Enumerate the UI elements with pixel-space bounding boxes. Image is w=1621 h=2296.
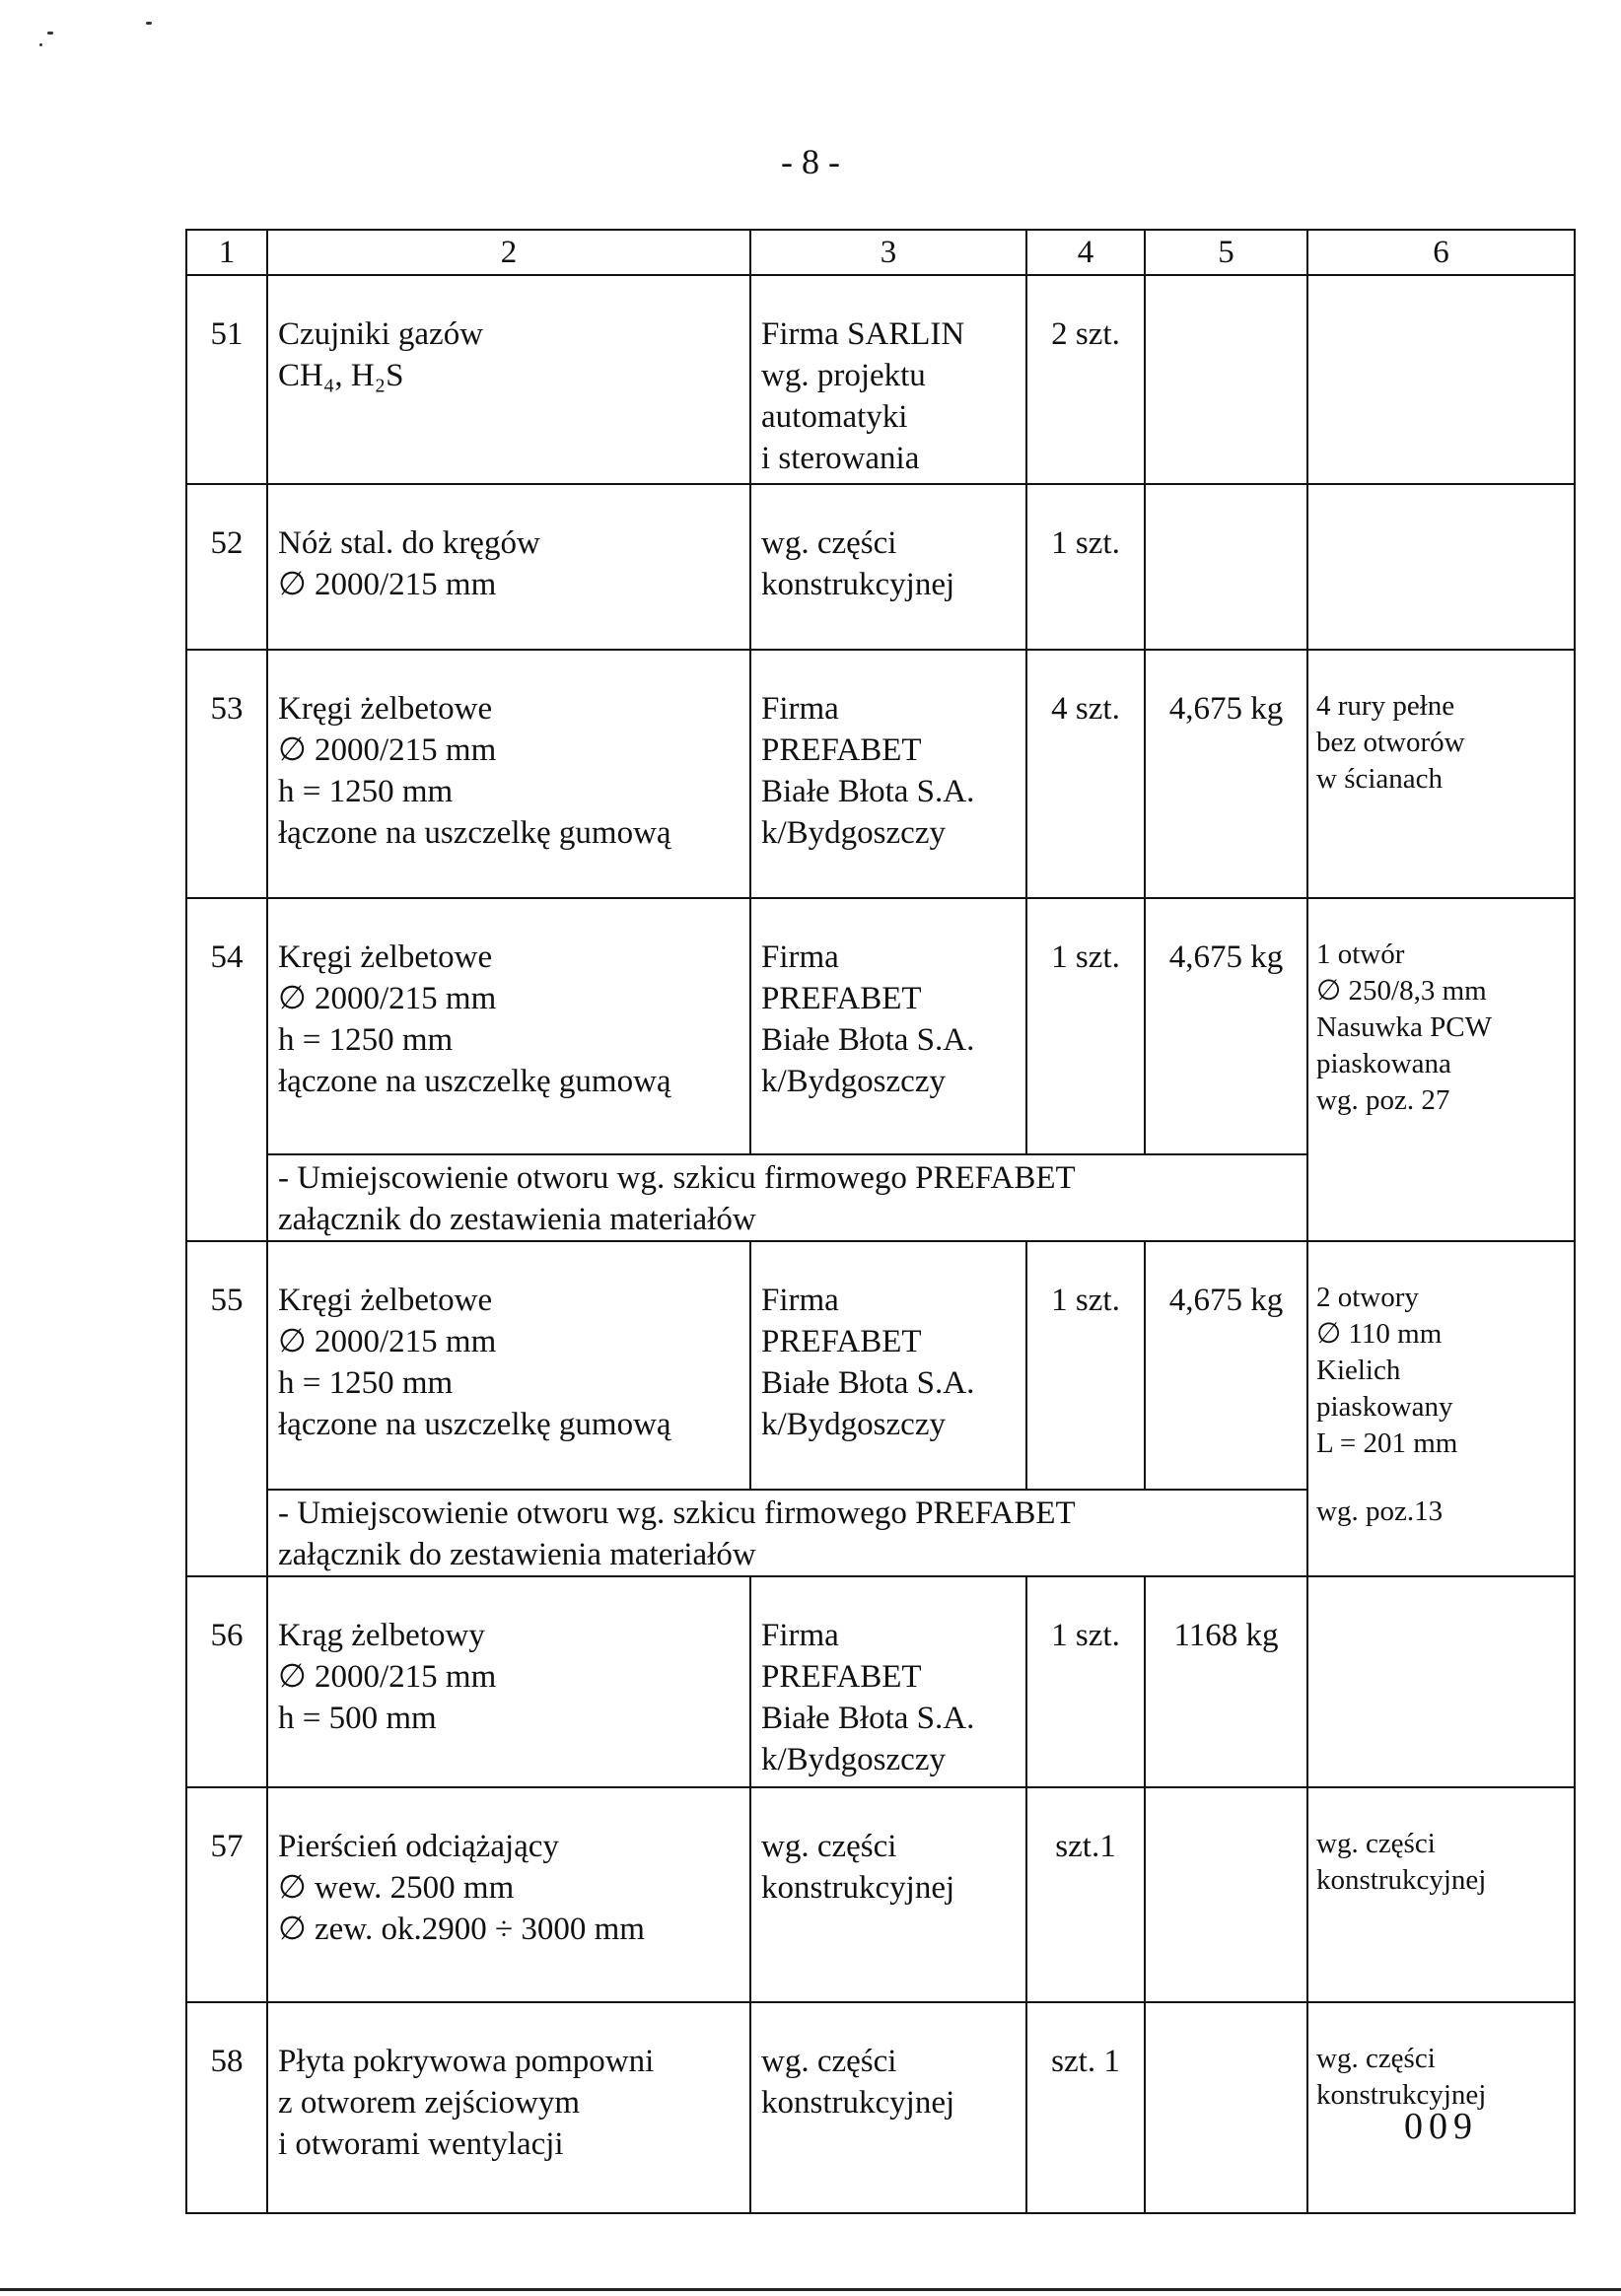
item-quantity: 4 szt. [1026,650,1145,898]
item-name: Krąg żelbetowy ∅ 2000/215 mm h = 500 mm [267,1576,750,1787]
table-row [186,1241,1575,1490]
item-source: wg. części konstrukcyjnej [750,484,1026,650]
item-remarks: wg. części konstrukcyjnej [1307,2002,1575,2213]
item-remarks: 4 rury pełne bez otworów w ścianach [1307,650,1575,898]
item-weight [1145,1787,1307,2002]
table-row [186,1787,1575,2002]
item-name: Płyta pokrywowa pompowni z otworem zejściowym i otworami wentylacji [267,2002,750,2213]
row-number: 58 [186,2002,267,2213]
item-name: Kręgi żelbetowe ∅ 2000/215 mm h = 1250 mm łączone na uszczelkę gumową [267,650,750,898]
item-name: Kręgi żelbetowe ∅ 2000/215 mm h = 1250 mm łączone na uszczelkę gumową [267,898,750,1154]
item-quantity: szt. 1 [1026,2002,1145,2213]
column-header: 2 [267,230,750,275]
item-remarks [1307,484,1575,650]
page-number: - 8 - [781,142,840,181]
item-weight [1145,2002,1307,2213]
item-quantity: 1 szt. [1026,898,1145,1154]
item-remarks: 2 otwory ∅ 110 mm Kielich piaskowany L = 201 mm [1307,1241,1575,1490]
row-number: 51 [186,275,267,484]
item-weight: 1168 kg [1145,1576,1307,1787]
table-row [186,484,1575,650]
item-weight: 4,675 kg [1145,1241,1307,1490]
column-header: 6 [1307,230,1575,275]
row-number: 54 [186,898,267,1241]
item-source: Firma PREFABET Białe Błota S.A. k/Bydgoszczy [750,898,1026,1154]
item-source: Firma PREFABET Białe Błota S.A. k/Bydgoszczy [750,1241,1026,1490]
item-remarks-extra: wg. poz.13 [1307,1490,1575,1576]
scan-speck [47,32,53,35]
item-name: Czujniki gazów CH₄, H₂S [267,275,750,484]
page-stamp: 009 [1404,2106,1478,2147]
column-header: 4 [1026,230,1145,275]
row-number: 57 [186,1787,267,2002]
item-weight: 4,675 kg [1145,898,1307,1154]
bottom-rule [0,2288,1621,2291]
item-remarks: wg. części konstrukcyjnej [1307,1787,1575,2002]
table-row [186,275,1575,484]
item-source: Firma SARLIN wg. projektu automatyki i sterowania [750,275,1026,484]
item-remarks [1307,1576,1575,1787]
item-remarks: 1 otwór ∅ 250/8,3 mm Nasuwka PCW piaskowana wg. poz. 27 [1307,898,1575,1241]
materials-table [185,229,1576,2214]
row-number: 55 [186,1241,267,1576]
item-source: wg. części konstrukcyjnej [750,2002,1026,2213]
item-weight [1145,275,1307,484]
column-header: 5 [1145,230,1307,275]
item-source: Firma PREFABET Białe Błota S.A. k/Bydgoszczy [750,1576,1026,1787]
scan-speck [39,43,42,46]
item-weight [1145,484,1307,650]
item-source: Firma PREFABET Białe Błota S.A. k/Bydgoszczy [750,650,1026,898]
table-subrow [186,1490,1575,1576]
item-name: Nóż stal. do kręgów ∅ 2000/215 mm [267,484,750,650]
item-remarks [1307,275,1575,484]
item-quantity: 2 szt. [1026,275,1145,484]
header-row [186,230,1575,275]
row-number: 53 [186,650,267,898]
item-quantity: 1 szt. [1026,1241,1145,1490]
column-header: 1 [186,230,267,275]
item-name: Kręgi żelbetowe ∅ 2000/215 mm h = 1250 mm łączone na uszczelkę gumową [267,1241,750,1490]
row-number: 56 [186,1576,267,1787]
column-header: 3 [750,230,1026,275]
item-quantity: szt.1 [1026,1787,1145,2002]
item-source: wg. części konstrukcyjnej [750,1787,1026,2002]
table-row [186,2002,1575,2213]
table-row [186,898,1575,1154]
placement-note: - Umiejscowienie otworu wg. szkicu firmowego PREFABET załącznik do zestawienia materiałów [267,1154,1307,1241]
item-weight: 4,675 kg [1145,650,1307,898]
table-row [186,650,1575,898]
item-quantity: 1 szt. [1026,1576,1145,1787]
table-row [186,1576,1575,1787]
row-number: 52 [186,484,267,650]
item-quantity: 1 szt. [1026,484,1145,650]
placement-note: - Umiejscowienie otworu wg. szkicu firmowego PREFABET załącznik do zestawienia materiałów [267,1490,1307,1576]
scan-speck [146,22,152,25]
item-name: Pierścień odciążający ∅ wew. 2500 mm ∅ zew. ok.2900 ÷ 3000 mm [267,1787,750,2002]
